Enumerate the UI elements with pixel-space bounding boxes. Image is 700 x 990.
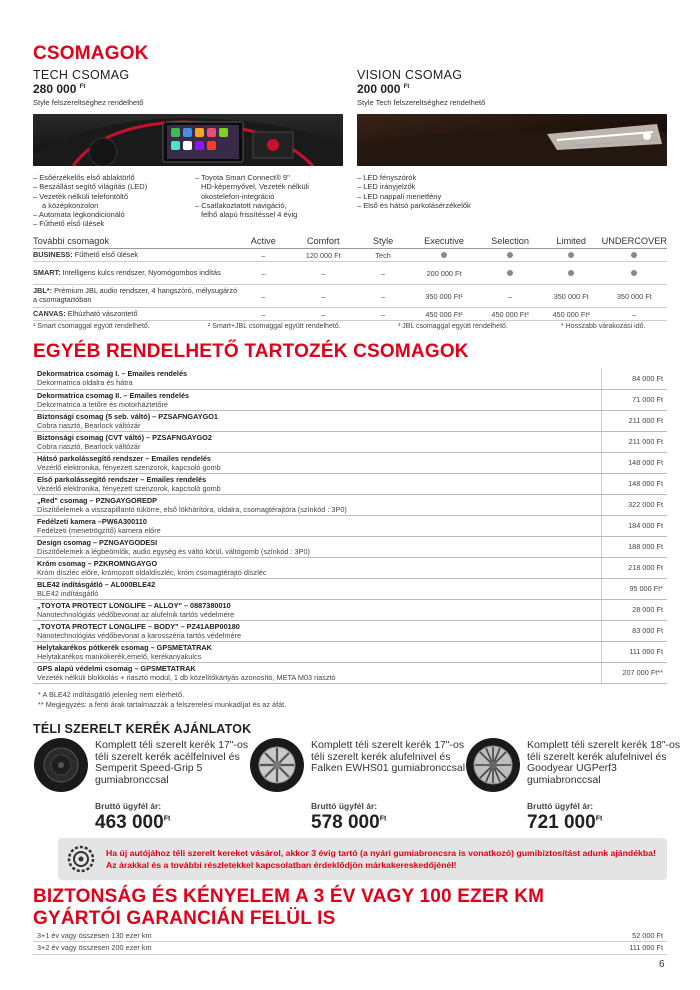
cell: – (602, 308, 667, 321)
list-item: – Első és hátsó parkolásérzékelők (357, 200, 471, 210)
accessories-table (33, 368, 667, 684)
accessory-name: BLE42 indításgátló – AL000BLE42 BLE42 indításgátló (33, 578, 601, 599)
column-header: További csomagok (33, 235, 238, 249)
row-label: BUSINESS: Fűthető első ülések (33, 249, 238, 262)
offer-description: Komplett téli szerelt kerék 17"-os téli szerelt kerék alufelnivel és Falken EWHS01 gumiabronccsal (311, 739, 466, 774)
warranty-title (33, 886, 544, 930)
table-row (33, 410, 667, 431)
note: ** Megjegyzés: a fenti árak tartalmazzák a felszerelési munkadíjat és az áfát. (38, 699, 287, 709)
column-header: Style (358, 235, 409, 249)
accessory-name: Hátsó parkolássegítő rendszer – Emailes rendelés Vezérlő elektronika, fényezett szenzorok, kapcsoló gomb (33, 452, 601, 473)
row-label: CANVAS: Elhúzható vászontető (33, 308, 238, 321)
accessories-notes (38, 690, 286, 709)
warranty-table (33, 929, 667, 955)
promo-text: Ha új autójához téli szerelt kereket vásárol, akkor 3 évig tartó (a nyári gumiabroncsra is vonatkozó) gumibiztosítást adunk ajándékba! Az árakkal és a további részletekkel kapcsolatban érdeklődjön márkakereskedőjénél! (106, 848, 656, 870)
accessory-price: 218 000 Ft (601, 557, 667, 578)
alloy-wheel-icon (465, 737, 521, 793)
column-header: Comfort (289, 235, 358, 249)
accessory-name: „TOYOTA PROTECT LONGLIFE – ALLOY" – 0887380010 Nanotechnológiás védőbevonat az alufelnik tartós védelmére (33, 599, 601, 620)
cell: 450 000 Ft³ (541, 308, 602, 321)
accessory-price: 28 000 Ft (601, 599, 667, 620)
included-dot-icon (541, 262, 602, 285)
list-item: – LED irányjelzők (357, 182, 416, 192)
column-header: Executive (409, 235, 480, 249)
table-row (33, 620, 667, 641)
accessory-name: Dekormatrica csomag I. – Emailes rendelés Dekormatrica oldalra és hátra (33, 368, 601, 389)
list-item: felhő alapú frissítéssel 4 évig (201, 210, 298, 220)
accessory-price: 71 000 Ft (601, 389, 667, 410)
price-label: Bruttó ügyfél ár: (311, 801, 378, 811)
footnote: ³ JBL csomaggal együtt rendelhető. (398, 323, 508, 330)
accessories-title: EGYÉB RENDELHETŐ TARTOZÉK CSOMAGOK (33, 341, 469, 362)
accessory-name: Fedélzeti kamera –PW6A300110 Fedélzeti (menetrögzítő) kamera előre (33, 515, 601, 536)
cell: – (358, 262, 409, 285)
tech-package-title: TECH CSOMAG (33, 68, 130, 82)
accessory-name: Design csomag – PZNGAYGODESI Díszítőelemek a légbeömlők, audio egység és váltó körül, váltógomb (színkód : 3P0) (33, 536, 601, 557)
cell: Tech (358, 249, 409, 262)
tech-package (33, 68, 343, 107)
list-item: – Toyota Smart Connect® 9" (195, 173, 290, 182)
accessory-name: Króm csomag – PZKROMNGAYGO Króm díszléc előre, krómozott oldaldíszléc, króm csomagtérajtó díszléc (33, 557, 601, 578)
list-item: – Esőérzékelős első ablaktörlő (33, 173, 135, 182)
included-dot-icon (479, 249, 540, 262)
vision-bullets (357, 173, 471, 210)
table-row (33, 536, 667, 557)
cell: 350 000 Ft¹ (409, 285, 480, 308)
tech-package-subtitle: Style felszereltséghez rendelhető (33, 98, 144, 107)
cell: – (358, 285, 409, 308)
included-dot-icon (409, 249, 480, 262)
table-row (33, 308, 667, 321)
price-label: Bruttó ügyfél ár: (95, 801, 162, 811)
accessory-name: „TOYOTA PROTECT LONGLIFE – BODY" – PZ41ABP00180 Nanotechnológiás védőbevonat a karosszéria tartós védelmére (33, 620, 601, 641)
tech-bullets-right (195, 173, 309, 219)
table-row (33, 249, 667, 262)
cell: – (238, 262, 289, 285)
offer-price: 463 $000^{Ft}$ (95, 812, 171, 833)
table-row (33, 494, 667, 515)
cell: – (289, 285, 358, 308)
cell: 350 000 Ft (602, 285, 667, 308)
table-row (33, 262, 667, 285)
table-row (33, 557, 667, 578)
cell: 350 000 Ft (541, 285, 602, 308)
tyre-insurance-promo (58, 838, 667, 880)
warranty-title-line: BIZTONSÁG ÉS KÉNYELEM A 3 ÉV VAGY 100 EZER KM (33, 886, 545, 907)
footnote: ¹ Smart csomaggal együtt rendelhető. (33, 323, 150, 330)
accessory-price: 211 000 Ft (601, 410, 667, 431)
list-item: – LED fényszórók (357, 173, 417, 182)
table-row (33, 368, 667, 389)
accessory-price: 184 000 Ft (601, 515, 667, 536)
list-item: – Vezeték nélküli telefontöltő (33, 191, 129, 201)
note: * A BLE42 indításgátló jelenleg nem elérhető. (38, 690, 185, 699)
tyre-gear-icon (66, 844, 96, 874)
list-item: – LED nappali menetfény (357, 191, 442, 201)
accessory-price: 148 000 Ft (601, 452, 667, 473)
cell: 450 000 Ft³ (479, 308, 540, 321)
warranty-title-line: GYÁRTÓI GARANCIÁN FELÜL IS (33, 908, 336, 929)
warranty-price: 111 000 Ft (601, 942, 667, 955)
vision-package-subtitle: Style Tech felszereltséghez rendelhető (357, 98, 486, 107)
accessory-price: 148 000 Ft (601, 473, 667, 494)
vision-package-price: 200 000 $^{Ft}$ (357, 82, 410, 96)
table-row (33, 942, 667, 955)
alloy-wheel-icon (249, 737, 305, 793)
included-dot-icon (479, 262, 540, 285)
table-row (33, 929, 667, 942)
row-label: JBL*: Prémium JBL audio rendszer, 4 hangszóró, mélysugárzó a csomagtartóban (33, 285, 238, 308)
footnote: * Hosszabb várakozási idő. (561, 323, 646, 330)
accessory-price: 95 000 Ft* (601, 578, 667, 599)
column-header: Limited (541, 235, 602, 249)
accessory-price: 111 000 Ft (601, 641, 667, 662)
cell: 200 000 Ft (409, 262, 480, 285)
cell: – (238, 249, 289, 262)
table-row (33, 389, 667, 410)
vision-headlight-photo (357, 114, 667, 166)
vision-package (357, 68, 667, 107)
accessory-price: 207 000 Ft** (601, 662, 667, 683)
included-dot-icon (541, 249, 602, 262)
table-header-row (33, 235, 667, 249)
cell: 120 000 Ft (289, 249, 358, 262)
warranty-price: 52 000 Ft (601, 929, 667, 942)
table-row (33, 578, 667, 599)
accessory-name: Helytakarékos pótkerék csomag – GPSMETATRAK Helytakarékos mankókerék,emelő, kerékanyakulcs (33, 641, 601, 662)
footnote: ² Smart+JBL csomaggal együtt rendelhető. (208, 323, 341, 330)
list-item: HD-képernyővel, Vezeték nélküli (201, 182, 309, 192)
column-header: Selection (479, 235, 540, 249)
cell: 450 000 Ft² (409, 308, 480, 321)
accessory-price: 84 000 Ft (601, 368, 667, 389)
row-label: SMART: Intelligens kulcs rendszer, Nyomógombos indítás (33, 262, 238, 285)
accessory-price: 211 000 Ft (601, 431, 667, 452)
offer-price: 578 $000^{Ft}$ (311, 812, 387, 833)
accessory-name: Biztonsági csomag (5 seb. váltó) – PZSAFNGAYGO1 Cobra riasztó, Bearlock váltózár (33, 410, 601, 431)
included-dot-icon (602, 249, 667, 262)
table-row (33, 641, 667, 662)
list-item: – Csatlakoztatott navigáció, (195, 200, 287, 210)
table-row (33, 515, 667, 536)
tech-dashboard-photo (33, 114, 343, 166)
accessory-name: Dekormatrica csomag II. – Emailes rendelés Dekormatrica a tetőre és motorháztetőre (33, 389, 601, 410)
cell: – (289, 308, 358, 321)
list-item: a középkonzolon (42, 200, 99, 210)
column-header: UNDERCOVER (602, 235, 667, 249)
cell: – (358, 308, 409, 321)
column-header: Active (238, 235, 289, 249)
table-row (33, 473, 667, 494)
page-number: 6 (659, 959, 665, 970)
options-table (33, 235, 667, 321)
list-item: okostelefon-integráció (201, 191, 275, 201)
offer-price: 721 $000^{Ft}$ (527, 812, 603, 833)
warranty-name: 3+1 év vagy összesen 130 ezer km (33, 929, 601, 942)
accessory-name: Biztonsági csomag (CVT váltó) – PZSAFNGAYGO2 Cobra riasztó, Bearlock váltózár (33, 431, 601, 452)
tech-package-price: 280 000 $^{Ft}$ (33, 82, 86, 96)
cell: – (289, 262, 358, 285)
accessory-price: 188 000 Ft (601, 536, 667, 557)
included-dot-icon (602, 262, 667, 285)
offer-description: Komplett téli szerelt kerék 17"-os téli szerelt kerék acélfelnivel és Semperit Speed-Grip 5 gumiabronccsal (95, 739, 249, 786)
tech-bullets-left (33, 173, 147, 229)
list-item: – Fűthető első ülések (33, 219, 105, 229)
accessory-price: 322 000 Ft (601, 494, 667, 515)
steel-wheel-icon (33, 737, 89, 793)
accessory-name: Első parkolássegítő rendszer – Emailes rendelés Vezérlő elektronika, fényezett szenzorok, kapcsoló gomb (33, 473, 601, 494)
price-label: Bruttó ügyfél ár: (527, 801, 594, 811)
table-row (33, 662, 667, 683)
list-item: – Automata légkondicionáló (33, 210, 125, 220)
table-row (33, 431, 667, 452)
list-item: – Beszállást segítő világítás (LED) (33, 182, 148, 192)
page-title: CSOMAGOK (33, 43, 149, 64)
winter-title: TÉLI SZERELT KERÉK AJÁNLATOK (33, 722, 252, 736)
accessory-name: „Red" csomag – PZNGAYGOREDP Díszítőelemek a visszapillantó tükörre, első lökhárítóra, oldalra, csomagtérajtóra (színkód : 3P0) (33, 494, 601, 515)
cell: – (479, 285, 540, 308)
table-row (33, 285, 667, 308)
vision-package-title: VISION CSOMAG (357, 68, 463, 82)
warranty-name: 3+2 év vagy összesen 200 ezer km (33, 942, 601, 955)
table-row (33, 599, 667, 620)
table-row (33, 452, 667, 473)
cell: – (238, 285, 289, 308)
offer-description: Komplett téli szerelt kerék 18"-os téli szerelt kerék alufelnivel és Goodyear UGPerf3 gumiabronccsal (527, 739, 681, 786)
cell: – (238, 308, 289, 321)
accessory-name: GPS alapú védelmi csomag – GPSMETATRAK Vezeték nélküli blokkolás + riasztó modul, 1 db közelítőkártyás azonosító, META M03 riasztó (33, 662, 601, 683)
accessory-price: 83 000 Ft (601, 620, 667, 641)
